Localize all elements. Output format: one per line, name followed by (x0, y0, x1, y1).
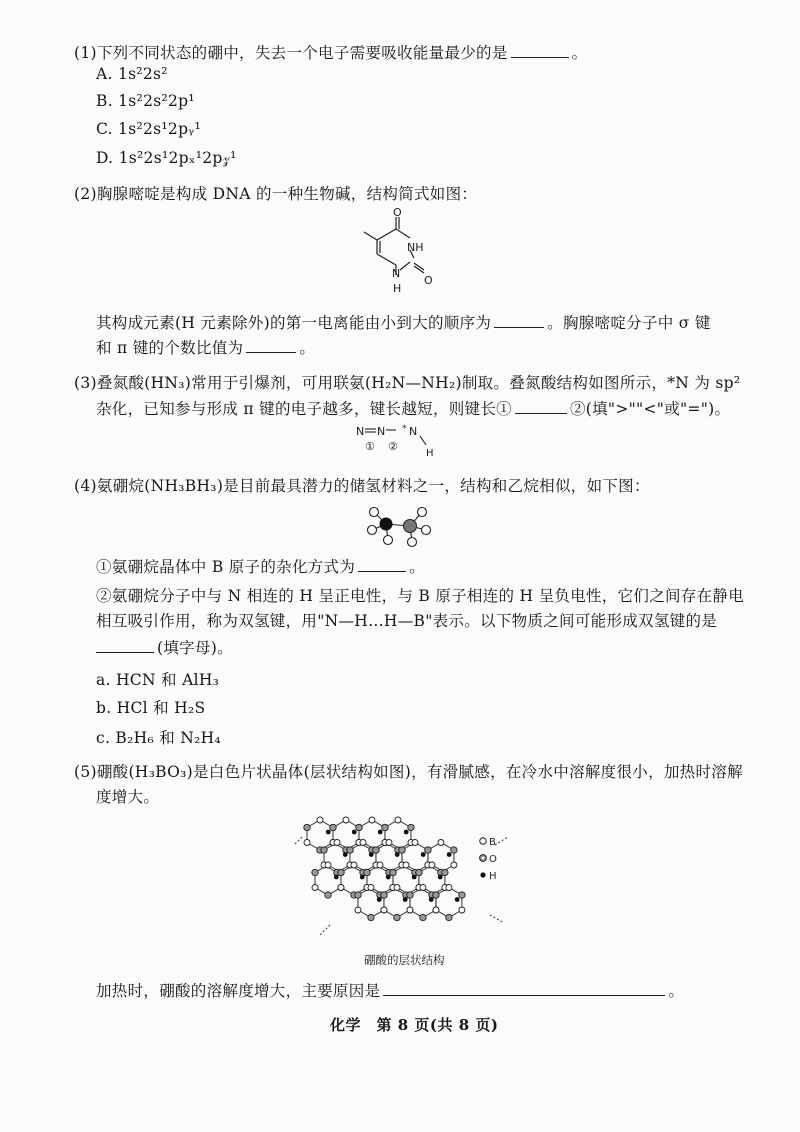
oxygen-atom (390, 869, 396, 875)
boron-atom (355, 907, 361, 913)
oxygen-atom (416, 869, 422, 875)
boron-atom (304, 840, 310, 846)
hydrogen-atom (395, 852, 400, 857)
q4-option-c: c. B₂H₆ 和 N₂H₄ (96, 729, 221, 747)
q1-option-c: C. 1s²2s¹2pᵧ¹ (96, 120, 201, 138)
oxygen-atom (321, 847, 327, 853)
hydrogen-atom (377, 897, 382, 902)
q4-option-a: a. HCN 和 AlH₃ (96, 671, 220, 689)
hydrogen-atom (352, 830, 357, 835)
page-footer: 化学 第 8 页(共 8 页) (330, 1016, 499, 1034)
q5-answer-line: 加热时，硼酸的溶解度增大，主要原因是 。 (96, 979, 684, 1002)
q4-sub2-line1: ②氨硼烷分子中与 N 相连的 H 呈正电性，与 B 原子相连的 H 呈负电性，它们之间存在静电 (96, 587, 745, 605)
oxygen-atom (433, 892, 439, 898)
q4-sub2-line2: 相互吸引作用，称为双氢键，用"N—H…H—B"表示。以下物质之间可能形成双氢键的是 (96, 612, 718, 630)
boron-atom (394, 885, 400, 891)
label-n1: N (356, 425, 365, 438)
hydrogen-atom (412, 875, 417, 880)
oxygen-atom (304, 824, 310, 830)
boron-atom (403, 862, 409, 868)
hydrogen-atom (360, 875, 365, 880)
boron-atom (325, 862, 331, 868)
boron-atom (360, 840, 366, 846)
q4-sub1: ①氨硼烷晶体中 B 原子的杂化方式为 。 (96, 555, 425, 578)
hydrogen-atom (378, 830, 383, 835)
hydrogen-atom (438, 875, 443, 880)
oxygen-atom (356, 824, 362, 830)
boron-atom (351, 862, 357, 868)
boron-atom (343, 817, 349, 823)
answer-blank (383, 979, 665, 996)
boron-atom (412, 840, 418, 846)
boron-atom (420, 885, 426, 891)
q2-line2: 和 π 键的个数比值为 。 (96, 336, 315, 359)
boron-atom (395, 817, 401, 823)
ammonia-borane-ball-model (362, 500, 438, 550)
boron-atom (433, 907, 439, 913)
q2-line1: 其构成元素(H 元素除外)的第一电离能由小到大的顺序为 。胸腺嘧啶分子中 σ 键 (96, 311, 711, 334)
oxygen-atom (451, 847, 457, 853)
q1-stem: (1)下列不同状态的硼中，失去一个电子需要吸收能量最少的是 。 (74, 41, 587, 64)
label-h: H (426, 448, 434, 459)
label-n3: N (409, 425, 418, 438)
label-n: N (392, 267, 401, 280)
legend-h-label: H (489, 871, 497, 882)
thymine-structure-diagram (350, 207, 460, 305)
oxygen-atom (330, 824, 336, 830)
hydrogen-atom (386, 875, 391, 880)
oxygen-atom (459, 892, 465, 898)
oxygen-atom (382, 824, 388, 830)
q5-line1: (5)硼酸(H₃BO₃)是白色片状晶体(层状结构如图)，有滑腻感，在冷水中溶解度很小，加热时溶解 (74, 763, 743, 781)
oxygen-atom (355, 892, 361, 898)
hydrogen-atom (429, 897, 434, 902)
boron-atom (312, 885, 318, 891)
boron-atom (459, 907, 465, 913)
hydrogen-atom (447, 852, 452, 857)
q4-sub2-line3: (填字母)。 (96, 636, 233, 659)
oxygen-atom (338, 869, 344, 875)
label-o-right: O (424, 274, 433, 287)
oxygen-atom (442, 869, 448, 875)
hydrogen-atom (404, 830, 409, 835)
oxygen-atom (325, 892, 331, 898)
q5-line2: 度增大。 (96, 788, 160, 806)
answer-blank (96, 636, 154, 653)
hydrogen-atom (455, 897, 460, 902)
oxygen-atom (446, 914, 452, 920)
hydrogen-bond-line (490, 915, 504, 923)
boron-atom (369, 817, 375, 823)
lattice-ring (436, 888, 462, 918)
legend (478, 833, 518, 885)
boron-atom (451, 862, 457, 868)
bond-mark-1: ① (365, 440, 375, 453)
hydrogen-atom (421, 852, 426, 857)
boron-atom (446, 885, 452, 891)
oxygen-atom (312, 869, 318, 875)
boron-atom (438, 840, 444, 846)
oxygen-atom (425, 847, 431, 853)
q3-line2: 杂化，已知参与形成 π 键的电子越多，键长越短，则键长① ②(填">""<"或"=")。 (96, 397, 730, 420)
q1-option-d: D. 1s²2s¹2pₓ¹2p𝓏¹ (96, 149, 237, 167)
hydrazoic-acid-structure-diagram (348, 423, 448, 463)
label-nh: NH (407, 241, 424, 254)
oxygen-atom (347, 847, 353, 853)
q2-stem: (2)胸腺嘧啶是构成 DNA 的一种生物碱，结构简式如图： (74, 185, 478, 203)
oxygen-atom (368, 914, 374, 920)
lattice-ring (307, 820, 333, 850)
boron-atom (368, 885, 374, 891)
label-n2: N (377, 425, 386, 438)
boron-atom (317, 817, 323, 823)
answer-blank (511, 41, 569, 58)
oxygen-atom (373, 847, 379, 853)
q3-line1: (3)叠氮酸(HN₃)常用于引爆剂，可用联氨(H₂N—NH₂)制取。叠氮酸结构如图所示，*N 为 sp² (74, 374, 741, 392)
hydrogen-atom (343, 852, 348, 857)
answer-blank (358, 555, 406, 572)
boron-atom (334, 840, 340, 846)
bond-mark-2: ② (388, 440, 398, 453)
oxygen-atom (407, 892, 413, 898)
oxygen-atom (381, 892, 387, 898)
hydrogen-atom (334, 875, 339, 880)
answer-blank (494, 311, 544, 328)
oxygen-atom (394, 914, 400, 920)
q1-option-a: A. 1s²2s² (96, 65, 168, 83)
q1-option-b: B. 1s²2s²2p¹ (96, 92, 195, 110)
legend-o-label: O (489, 854, 497, 865)
q4-stem: (4)氨硼烷(NH₃BH₃)是目前最具潜力的储氢材料之一，结构和乙烷相似，如下图： (74, 477, 650, 495)
boron-atom (429, 862, 435, 868)
oxygen-atom (364, 869, 370, 875)
label-h: H (393, 282, 402, 295)
answer-blank (515, 397, 567, 414)
legend-b-label: B (489, 837, 496, 848)
answer-blank (246, 336, 296, 353)
boron-atom (407, 907, 413, 913)
hydrogen-atom (403, 897, 408, 902)
boron-atom (381, 907, 387, 913)
boron-atom (338, 885, 344, 891)
oxygen-atom (420, 914, 426, 920)
diagram-caption: 硼酸的层状结构 (364, 953, 445, 967)
q4-option-b: b. HCl 和 H₂S (96, 699, 206, 717)
label-o-top: O (393, 207, 402, 219)
label-star: * (402, 424, 407, 434)
hydrogen-atom (326, 830, 331, 835)
boron-atom (386, 840, 392, 846)
oxygen-atom (408, 824, 414, 830)
hydrogen-atom (369, 852, 374, 857)
hydrogen-bond-line (320, 925, 330, 935)
hydrogen-bond-line (294, 837, 302, 845)
oxygen-atom (399, 847, 405, 853)
boron-atom (377, 862, 383, 868)
